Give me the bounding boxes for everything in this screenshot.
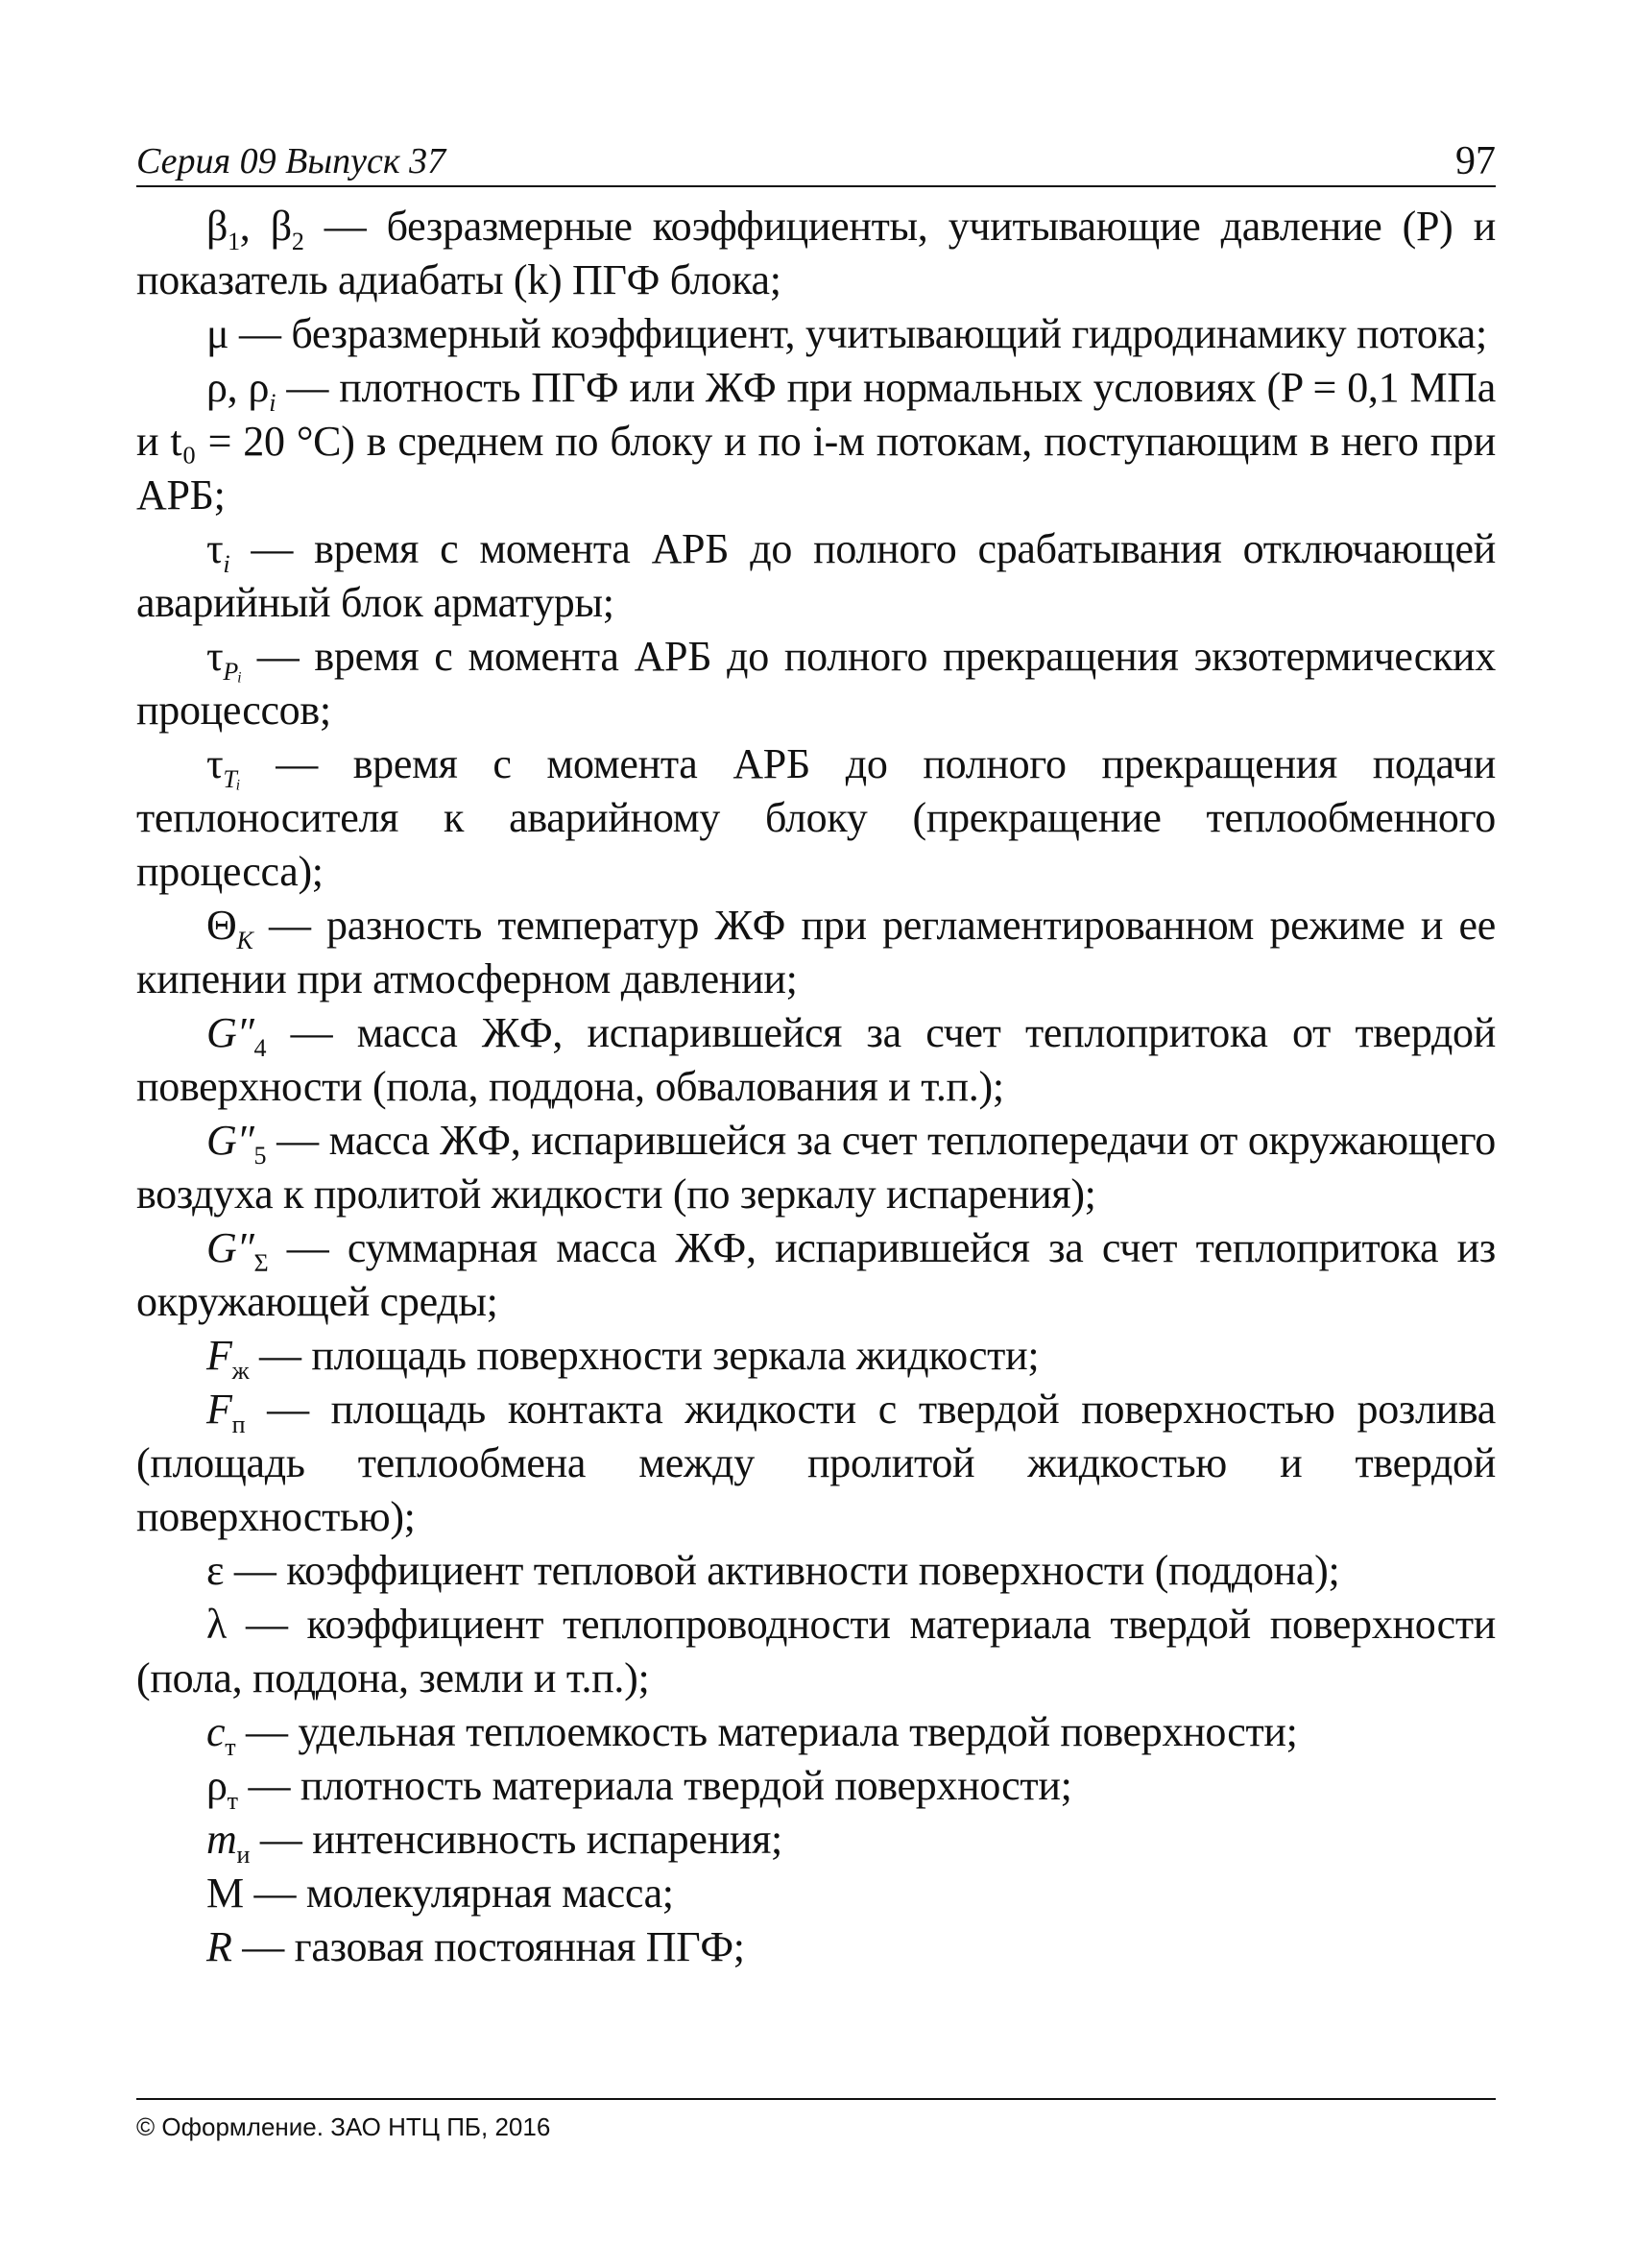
subscript: т	[225, 1733, 236, 1761]
definition-text: — разность температур ЖФ при регламентированном режиме и ее кипении при атмосферном давлении;	[136, 902, 1496, 1002]
symbol: G″	[206, 1009, 254, 1056]
subscript: 1	[228, 228, 240, 255]
symbol: G″	[206, 1224, 254, 1271]
definition-beta: $\beta_1$, $\beta_2$ — безразмерные коэффициенты, учитывающие давление (P) и показатель адиабаты (k) ПГФ блока;	[136, 203, 1496, 303]
definition-g5	[136, 1114, 1496, 1221]
definition-theta	[136, 899, 1496, 1006]
subscript: 4	[253, 1034, 267, 1062]
definition-text: — масса ЖФ, испарившейся за счет теплопередачи от окружающего воздуха к пролитой жидкости (по зеркалу испарения);	[136, 1117, 1497, 1218]
series-title: Серия 09 Выпуск 37	[136, 141, 446, 181]
copyright-footer: © Оформление. ЗАО НТЦ ПБ, 2016	[136, 2112, 551, 2141]
symbol: τ	[206, 633, 224, 680]
definition-text: — удельная теплоемкость материала твердой поверхности;	[246, 1708, 1298, 1755]
subscript: Tᵢ	[223, 765, 241, 793]
definition-text: — время с момента АРБ до полного прекращения подачи теплоносителя к аварийному блоку (прекращение теплообменного процесса);	[136, 740, 1496, 895]
symbol: τ	[206, 740, 224, 787]
symbol: ε	[206, 1547, 225, 1594]
subscript: K	[236, 927, 253, 954]
definition-r	[136, 1920, 1496, 1974]
subscript: ж	[231, 1357, 250, 1385]
definition-m	[136, 1867, 1496, 1920]
definition-text: — суммарная масса ЖФ, испарившейся за счет теплопритока из окружающей среды;	[136, 1224, 1497, 1325]
definition-text: — время с момента АРБ до полного прекращения экзотермических процессов;	[136, 633, 1496, 734]
definition-tau-p	[136, 630, 1496, 737]
header-divider	[136, 185, 1496, 187]
definition-text: — масса ЖФ, испарившейся за счет теплопритока от твердой поверхности (пола, поддона, обвалования и т.п.);	[136, 1009, 1496, 1110]
definition-text: — время с момента АРБ до полного срабатывания отключающей аварийный блок арматуры;	[136, 525, 1496, 626]
subscript: 2	[291, 228, 304, 255]
symbol: Θ	[206, 902, 237, 949]
symbol: F	[206, 1386, 232, 1433]
page-number: 97	[1455, 139, 1496, 183]
definition-m-i	[136, 1813, 1496, 1867]
definition-text: — газовая постоянная ПГФ;	[242, 1923, 745, 1970]
symbol: μ	[206, 310, 229, 357]
definition-g4	[136, 1006, 1496, 1114]
definition-text: — плотность ПГФ или ЖФ при нормальных условиях (P = 0,1 МПа и t₀ = 20 °С) в среднем по блоку и по i-м потокам, поступающим в него при АРБ;	[136, 364, 1496, 519]
definition-c-t	[136, 1705, 1496, 1759]
subscript: Σ	[253, 1249, 269, 1277]
footer-divider	[136, 2098, 1496, 2100]
definition-text: — площадь контакта жидкости с твердой поверхностью розлива (площадь теплообмена между пролитой жидкостью и твердой поверхностью);	[136, 1386, 1496, 1540]
definition-rho-t	[136, 1759, 1496, 1813]
definition-text: — коэффициент тепловой активности поверхности (поддона);	[233, 1547, 1340, 1594]
definition-f-zh	[136, 1329, 1496, 1383]
symbol: R	[206, 1923, 232, 1970]
symbol: ρ	[206, 1762, 228, 1809]
definition-text: — безразмерные коэффициенты, учитывающие давление (P) и показатель адиабаты (k) ПГФ блока;	[136, 203, 1496, 303]
symbol: τ	[206, 525, 224, 572]
subscript: т	[227, 1787, 238, 1815]
definition-text: — интенсивность испарения;	[259, 1816, 782, 1863]
symbol: λ	[206, 1601, 228, 1648]
subscript: i	[269, 389, 276, 417]
symbol: m	[206, 1816, 237, 1863]
definition-text: — коэффициент теплопроводности материала твердой поверхности (пола, поддона, земли и т.п.);	[136, 1601, 1496, 1701]
definition-lambda	[136, 1598, 1496, 1705]
definition-mu	[136, 307, 1496, 361]
symbol: F	[206, 1332, 232, 1379]
subscript: 5	[253, 1142, 267, 1170]
definition-text: — площадь поверхности зеркала жидкости;	[258, 1332, 1040, 1379]
definition-epsilon	[136, 1544, 1496, 1598]
definition-g-sum	[136, 1221, 1496, 1329]
definition-text: — плотность материала твердой поверхности;	[248, 1762, 1072, 1809]
symbol: ρ	[248, 364, 270, 411]
subscript: и	[236, 1841, 251, 1869]
definition-tau-i	[136, 522, 1496, 630]
symbol: β	[206, 203, 228, 250]
subscript: Pᵢ	[223, 658, 242, 686]
definitions-list	[136, 200, 1496, 1974]
page-header	[136, 140, 1496, 188]
definition-rho: ρ, $\rho_i$ — плотность ПГФ или ЖФ при нормальных условиях (P = 0,1 МПа и t₀ = 20 °С) в среднем по блоку и по i-м потокам, поступающим в него при АРБ;	[136, 364, 1496, 519]
symbol: c	[206, 1708, 226, 1755]
subscript: i	[223, 550, 230, 578]
symbol: М	[206, 1870, 244, 1917]
subscript: п	[231, 1411, 246, 1438]
definition-f-p	[136, 1383, 1496, 1544]
definition-text: — молекулярная масса;	[253, 1870, 674, 1917]
symbol: G″	[206, 1117, 254, 1164]
definition-tau-t	[136, 737, 1496, 899]
symbol: β	[270, 203, 292, 250]
definition-text: — безразмерный коэффициент, учитывающий гидродинамику потока;	[239, 310, 1487, 357]
symbol: ρ	[206, 364, 228, 411]
